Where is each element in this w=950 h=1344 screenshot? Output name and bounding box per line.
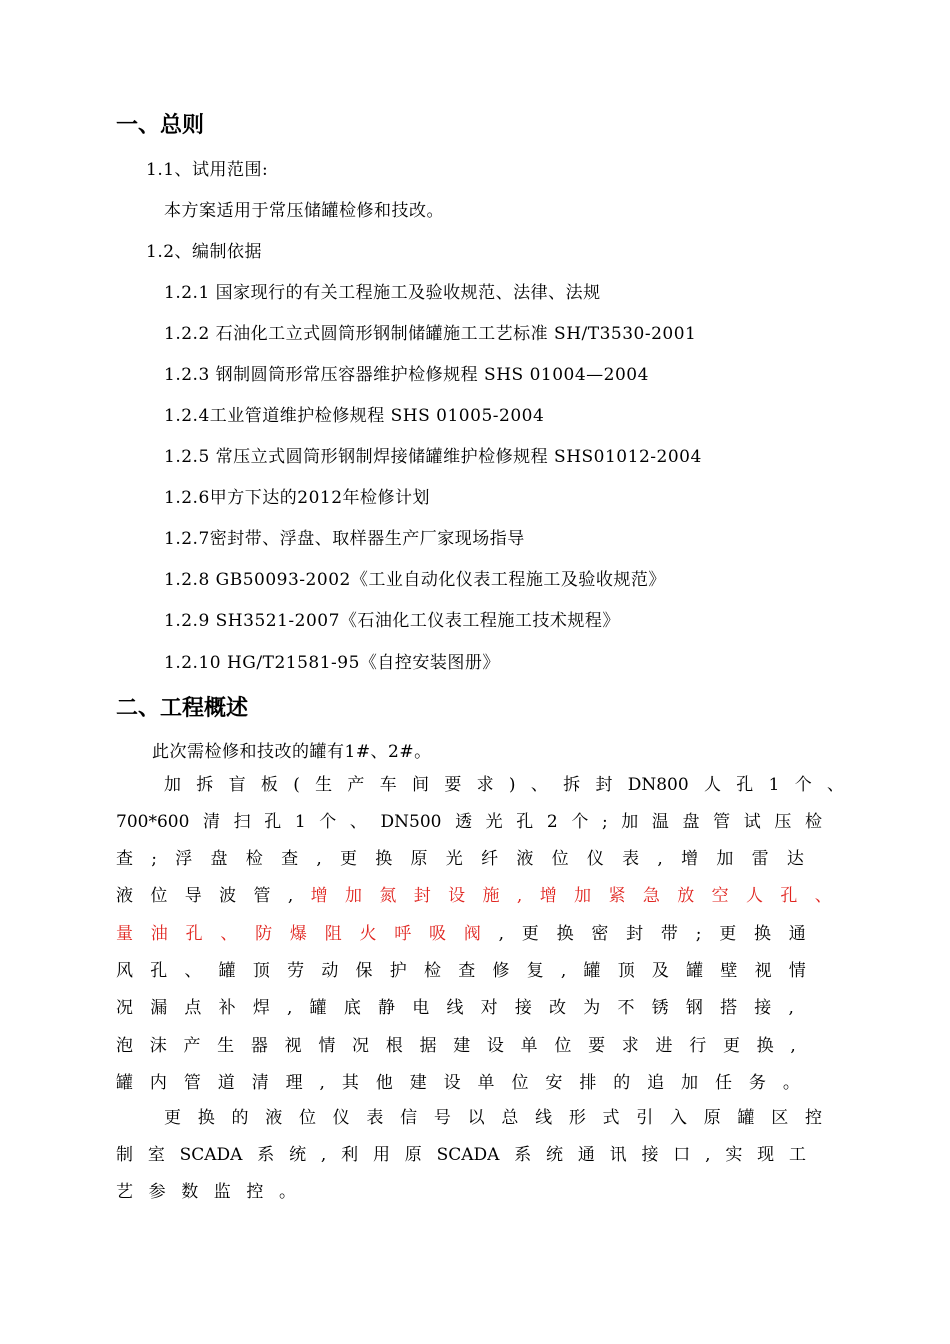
text-run: 实 <box>725 1145 743 1165</box>
text-run: 管 <box>713 812 731 832</box>
text-run: 口 <box>673 1145 691 1165</box>
text-run: 位 <box>298 1108 316 1128</box>
text-run: 放 <box>677 886 695 906</box>
text-run: 罐 <box>737 1108 755 1128</box>
text-run: 增 <box>681 849 699 869</box>
text-run: 、 <box>530 775 548 795</box>
text-run: 1 <box>768 775 780 795</box>
text-run: 量 <box>116 924 133 944</box>
text-run: 根 <box>385 1036 403 1056</box>
paragraph-line <box>116 959 806 983</box>
text-run: 沫 <box>149 1036 167 1056</box>
text-run: 顶 <box>617 961 635 981</box>
text-run: 火 <box>359 924 377 944</box>
text-run: 罐 <box>686 961 704 981</box>
text-run: 换 <box>753 924 771 944</box>
text-run: 引 <box>636 1108 654 1128</box>
text-run: ; <box>601 812 608 832</box>
text-run: 管 <box>183 1073 201 1093</box>
text-run: 控 <box>804 1108 822 1128</box>
text-run: SCADA <box>179 1145 243 1165</box>
text-run: 接 <box>754 998 772 1018</box>
text-run: 。 <box>278 1182 296 1202</box>
text-run: 现 <box>757 1145 775 1165</box>
text-run: 况 <box>352 1036 370 1056</box>
text-run: 查 <box>458 961 476 981</box>
text-run: 孔 <box>264 812 282 832</box>
text-run: 光 <box>445 849 463 869</box>
text-run: 修 <box>492 961 510 981</box>
text-run: 况 <box>116 998 133 1018</box>
text-run: 入 <box>670 1108 688 1128</box>
scope-text: 本方案适用于常压储罐检修和技改。 <box>164 201 444 221</box>
text-run: 换 <box>197 1108 215 1128</box>
text-run: 罐 <box>116 1073 133 1093</box>
text-run: 补 <box>218 998 236 1018</box>
text-run: , <box>657 849 663 869</box>
text-run: 光 <box>485 812 503 832</box>
text-run: 检 <box>245 849 263 869</box>
text-run: 求 <box>476 775 494 795</box>
text-run: 扫 <box>233 812 251 832</box>
text-run: 号 <box>433 1108 451 1128</box>
text-run: 不 <box>617 998 635 1018</box>
basis-item: 1.2.1 国家现行的有关工程施工及验收规范、法律、法规 <box>164 283 601 303</box>
text-run: 对 <box>480 998 498 1018</box>
text-run: 的 <box>231 1108 249 1128</box>
text-run: 间 <box>412 775 430 795</box>
text-run: 呼 <box>394 924 412 944</box>
text-run: 密 <box>591 924 609 944</box>
text-run: 道 <box>217 1073 235 1093</box>
text-run: 区 <box>771 1108 789 1128</box>
text-run: 表 <box>622 849 640 869</box>
text-run: 。 <box>782 1073 800 1093</box>
paragraph-line <box>116 884 832 908</box>
text-run: ; <box>151 849 157 869</box>
text-run: 孔 <box>736 775 754 795</box>
text-run: 加 <box>345 886 363 906</box>
text-run: 总 <box>501 1108 519 1128</box>
text-run: 任 <box>715 1073 732 1093</box>
text-run: 仪 <box>332 1108 350 1128</box>
text-run: 施 <box>482 886 500 906</box>
text-run: 罐 <box>309 998 327 1018</box>
text-run: 孔 <box>150 961 168 981</box>
text-run: 器 <box>250 1036 268 1056</box>
text-run: 更 <box>722 1036 740 1056</box>
text-run: 查 <box>116 849 133 869</box>
text-run: 表 <box>366 1108 384 1128</box>
text-run: 式 <box>602 1108 620 1128</box>
text-run: 盘 <box>210 849 228 869</box>
text-run: , <box>498 924 504 944</box>
text-run: 纤 <box>481 849 499 869</box>
text-run: 液 <box>265 1108 283 1128</box>
text-run: 及 <box>651 961 669 981</box>
text-run: 、 <box>814 886 832 906</box>
basis-item: 1.2.5 常压立式圆筒形钢制焊接储罐维护检修规程 SHS01012-2004 <box>164 447 702 467</box>
text-run: 其 <box>341 1073 359 1093</box>
text-run: 线 <box>446 998 464 1018</box>
text-run: 换 <box>756 1036 774 1056</box>
text-run: 达 <box>786 849 804 869</box>
text-run: , <box>516 886 523 906</box>
text-run: , <box>287 998 293 1018</box>
text-run: 壁 <box>720 961 738 981</box>
text-run: 讯 <box>609 1145 627 1165</box>
text-run: 急 <box>642 886 660 906</box>
text-run: 单 <box>477 1073 495 1093</box>
basis-item: 1.2.3 钢制圆筒形常压容器维护检修规程 SHS 01004—2004 <box>164 365 649 385</box>
text-run: 点 <box>184 998 202 1018</box>
text-run: 底 <box>343 998 361 1018</box>
text-run: 护 <box>389 961 407 981</box>
text-run: 设 <box>486 1036 504 1056</box>
text-run: 700*600 <box>116 812 190 832</box>
text-run: 搭 <box>720 998 738 1018</box>
text-run: 导 <box>184 886 202 906</box>
text-run: 位 <box>511 1073 529 1093</box>
text-run: 他 <box>375 1073 393 1093</box>
text-run: 泡 <box>116 1036 133 1056</box>
text-run: 更 <box>164 1108 181 1128</box>
text-run: 改 <box>549 998 567 1018</box>
text-run: 带 <box>660 924 678 944</box>
text-run: 查 <box>281 849 299 869</box>
text-run: 产 <box>347 775 365 795</box>
text-run: 电 <box>412 998 430 1018</box>
text-run: 要 <box>444 775 462 795</box>
paragraph-line <box>116 922 806 946</box>
text-run: 试 <box>743 812 761 832</box>
text-run: 视 <box>754 961 772 981</box>
text-run: 孔 <box>516 812 534 832</box>
text-run: 行 <box>689 1036 707 1056</box>
paragraph-line <box>116 1180 296 1204</box>
text-run: 更 <box>719 924 737 944</box>
text-run: 工 <box>788 1145 806 1165</box>
text-run: 清 <box>251 1073 269 1093</box>
text-run: DN800 <box>627 775 689 795</box>
text-run: , <box>316 849 322 869</box>
text-run: 位 <box>554 1036 572 1056</box>
text-run: 艺 <box>116 1182 133 1202</box>
text-run: 生 <box>315 775 333 795</box>
text-run: 原 <box>404 1145 422 1165</box>
text-run: 透 <box>455 812 473 832</box>
text-run: 统 <box>289 1145 307 1165</box>
text-run: 建 <box>453 1036 471 1056</box>
text-run: 位 <box>150 886 168 906</box>
text-run: 加 <box>621 812 639 832</box>
text-run: 换 <box>375 849 393 869</box>
text-run: 吸 <box>429 924 447 944</box>
text-run: 检 <box>423 961 441 981</box>
text-run: 温 <box>651 812 669 832</box>
text-run: 漏 <box>150 998 168 1018</box>
text-run: 罐 <box>583 961 601 981</box>
text-run: 压 <box>774 812 792 832</box>
text-run: 封 <box>626 924 644 944</box>
text-run: ) <box>508 775 516 795</box>
text-run: 阀 <box>463 924 481 944</box>
text-run: 建 <box>409 1073 427 1093</box>
basis-item: 1.2.8 GB50093-2002《工业自动化仪表工程施工及验收规范》 <box>164 570 666 590</box>
basis-item: 1.2.10 HG/T21581-95《自控安装图册》 <box>164 653 500 673</box>
text-run: 参 <box>148 1182 166 1202</box>
text-run: 、 <box>827 775 844 795</box>
text-run: 形 <box>568 1108 586 1128</box>
text-run: 爆 <box>289 924 307 944</box>
text-run: 通 <box>788 924 806 944</box>
text-run: , <box>320 1145 327 1165</box>
text-run: 雷 <box>751 849 769 869</box>
text-run: 清 <box>203 812 221 832</box>
text-run: 空 <box>711 886 729 906</box>
basis-item: 1.2.9 SH3521-2007《石油化工仪表工程施工技术规程》 <box>164 611 620 631</box>
text-run: 紧 <box>608 886 626 906</box>
text-run: 设 <box>448 886 466 906</box>
text-run: 孔 <box>185 924 203 944</box>
text-run: 波 <box>219 886 237 906</box>
text-run: 加 <box>164 775 181 795</box>
paragraph-line <box>164 773 844 797</box>
text-run: 顶 <box>252 961 270 981</box>
text-run: 、 <box>349 812 367 832</box>
text-run: 位 <box>551 849 569 869</box>
text-run: 油 <box>150 924 168 944</box>
text-run: 盘 <box>682 812 700 832</box>
text-run: 仪 <box>586 849 604 869</box>
text-run: 线 <box>535 1108 553 1128</box>
text-run: 视 <box>284 1036 302 1056</box>
text-run: 封 <box>413 886 431 906</box>
text-run: 数 <box>181 1182 199 1202</box>
text-run: 盲 <box>228 775 246 795</box>
text-run: 焊 <box>252 998 270 1018</box>
text-run: SCADA <box>436 1145 500 1165</box>
text-run: 封 <box>595 775 613 795</box>
text-run: ( <box>293 775 300 795</box>
text-run: 加 <box>681 1073 699 1093</box>
text-run: 接 <box>641 1145 659 1165</box>
subsection-1-2-title: 1.2、编制依据 <box>146 242 263 262</box>
text-run: 更 <box>521 924 539 944</box>
text-run: 静 <box>378 998 396 1018</box>
text-run: 原 <box>703 1108 721 1128</box>
text-run: 增 <box>310 886 328 906</box>
text-run: 阻 <box>324 924 342 944</box>
text-run: 2 <box>546 812 558 832</box>
text-run: 保 <box>355 961 373 981</box>
text-run: 产 <box>183 1036 201 1056</box>
text-run: , <box>790 1036 796 1056</box>
text-run: 液 <box>116 886 133 906</box>
text-run: 拆 <box>196 775 214 795</box>
text-run: 制 <box>116 1145 133 1165</box>
text-run: 控 <box>246 1182 264 1202</box>
text-run: 、 <box>220 924 238 944</box>
text-run: , <box>560 961 567 981</box>
text-run: , <box>705 1145 711 1165</box>
paragraph-line <box>116 1071 800 1095</box>
text-run: 务 <box>748 1073 766 1093</box>
text-run: , <box>788 998 794 1018</box>
text-run: 浮 <box>175 849 193 869</box>
text-run: 以 <box>467 1108 485 1128</box>
text-run: 安 <box>545 1073 563 1093</box>
text-run: 动 <box>321 961 339 981</box>
text-run: , <box>287 886 294 906</box>
section-1-title: 一、总则 <box>116 113 205 138</box>
text-run: 通 <box>577 1145 595 1165</box>
text-run: 液 <box>516 849 534 869</box>
text-run: 系 <box>257 1145 275 1165</box>
text-run: 劳 <box>287 961 305 981</box>
overview-intro: 此次需检修和技改的罐有1#、2#。 <box>152 742 432 762</box>
paragraph-line <box>116 996 794 1020</box>
text-run: 统 <box>546 1145 564 1165</box>
paragraph-line <box>116 810 822 834</box>
text-run: 锈 <box>651 998 669 1018</box>
text-run: 罐 <box>218 961 236 981</box>
text-run: 求 <box>621 1036 639 1056</box>
text-run: 接 <box>514 998 532 1018</box>
text-run: 更 <box>340 849 357 869</box>
text-run: 单 <box>520 1036 538 1056</box>
text-run: 理 <box>285 1073 303 1093</box>
text-run: 人 <box>745 886 763 906</box>
paragraph-line <box>116 1034 796 1058</box>
text-run: 为 <box>583 998 601 1018</box>
text-run: 设 <box>443 1073 461 1093</box>
text-run: , <box>319 1073 325 1093</box>
text-run: 车 <box>379 775 397 795</box>
text-run: 增 <box>539 886 557 906</box>
text-run: 孔 <box>780 886 798 906</box>
text-run: 换 <box>556 924 574 944</box>
text-run: 监 <box>213 1182 231 1202</box>
text-run: 、 <box>184 961 202 981</box>
text-run: 钢 <box>685 998 703 1018</box>
text-run: 系 <box>514 1145 532 1165</box>
text-run: DN500 <box>380 812 442 832</box>
text-run: 的 <box>613 1073 631 1093</box>
section-2-title: 二、工程概述 <box>116 696 249 721</box>
text-run: 信 <box>400 1108 418 1128</box>
text-run: 要 <box>588 1036 606 1056</box>
text-run: 利 <box>341 1145 359 1165</box>
basis-item: 1.2.4工业管道维护检修规程 SHS 01005-2004 <box>164 406 545 426</box>
text-run: 排 <box>579 1073 597 1093</box>
text-run: 个 <box>571 812 589 832</box>
text-run: 氮 <box>379 886 397 906</box>
subsection-1-1-title: 1.1、试用范围: <box>146 160 269 180</box>
text-run: 进 <box>655 1036 673 1056</box>
text-run: 情 <box>788 961 806 981</box>
text-run: 防 <box>255 924 273 944</box>
text-run: 内 <box>149 1073 167 1093</box>
paragraph-line <box>116 847 804 871</box>
text-run: 人 <box>703 775 721 795</box>
text-run: 个 <box>794 775 812 795</box>
text-run: 板 <box>260 775 278 795</box>
paragraph-line <box>116 1143 806 1167</box>
basis-item: 1.2.7密封带、浮盘、取样器生产厂家现场指导 <box>164 529 525 549</box>
paragraph-line <box>164 1106 822 1130</box>
text-run: 拆 <box>563 775 581 795</box>
text-run: 据 <box>419 1036 437 1056</box>
text-run: 风 <box>116 961 133 981</box>
text-run: 个 <box>319 812 337 832</box>
text-run: 1 <box>294 812 306 832</box>
text-run: 生 <box>217 1036 235 1056</box>
text-run: 加 <box>574 886 592 906</box>
text-run: 加 <box>716 849 734 869</box>
text-run: 室 <box>147 1145 165 1165</box>
text-run: ; <box>695 924 702 944</box>
basis-item: 1.2.2 石油化工立式圆筒形钢制储罐施工工艺标准 SH/T3530-2001 <box>164 324 697 344</box>
text-run: 检 <box>804 812 822 832</box>
text-run: 情 <box>318 1036 336 1056</box>
basis-item: 1.2.6甲方下达的2012年检修计划 <box>164 488 431 508</box>
text-run: 用 <box>372 1145 390 1165</box>
text-run: 管 <box>253 886 271 906</box>
text-run: 复 <box>526 961 544 981</box>
text-run: 追 <box>647 1073 665 1093</box>
text-run: 原 <box>410 849 428 869</box>
